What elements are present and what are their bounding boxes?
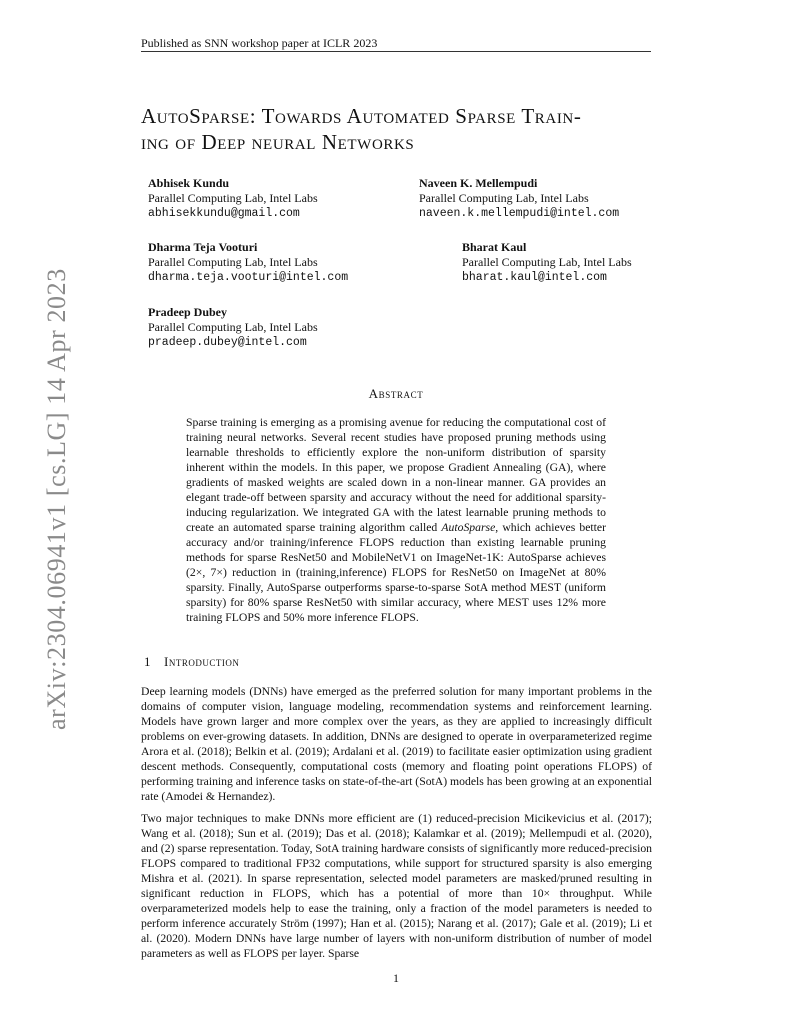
header-rule bbox=[141, 51, 651, 52]
section-heading-introduction bbox=[144, 654, 239, 670]
introduction-body bbox=[141, 684, 652, 968]
author-affiliation: Parallel Computing Lab, Intel Labs bbox=[462, 255, 632, 269]
author-block-5 bbox=[148, 305, 318, 350]
author-affiliation: Parallel Computing Lab, Intel Labs bbox=[148, 191, 318, 205]
author-name: Bharat Kaul bbox=[462, 240, 527, 254]
abstract-text-part-2: , which achieves better accuracy and/or training/inference FLOPS reduction than existing learnable pruning methods for sparse ResNet50 and MobileNetV1 on ImageNet-1K: AutoSparse achieves (2×, 7×) reduction in (training,inference) FLOPS for ResNet50 on ImageNet at 80% sparsity. Finally, AutoSparse outperforms sparse-to-sparse SotA method MEST (uniform sparsity) for 80% sparse ResNet50 with similar accuracy, where MEST uses 12% more training FLOPS and 50% more inference FLOPS. bbox=[186, 521, 606, 624]
autosparse-emphasis: AutoSparse bbox=[441, 521, 496, 534]
section-number: 1 bbox=[144, 654, 151, 669]
author-block-4 bbox=[462, 240, 632, 285]
author-name: Naveen K. Mellempudi bbox=[419, 176, 538, 190]
author-email: dharma.teja.vooturi@intel.com bbox=[148, 271, 349, 284]
abstract-text-part-1: Sparse training is emerging as a promising avenue for reducing the computational cost of training neural networks. Several recent studies have proposed pruning methods using learnable thresholds to efficiently explore the non-uniform distribution of sparsity inherent within the models. In this paper, we propose Gradient Annealing (GA), where gradients of masked weights are scaled down in a non-linear manner. GA provides an elegant trade-off between sparsity and accuracy without the need for additional sparsity-inducing regularization. We integrated GA with the latest learnable pruning methods to create an automated sparse training algorithm called bbox=[186, 416, 606, 534]
author-affiliation: Parallel Computing Lab, Intel Labs bbox=[148, 255, 318, 269]
body-paragraph-2: Two major techniques to make DNNs more efficient are (1) reduced-precision Micikevicius et al. (2017); Wang et al. (2018); Sun et al. (2019); Das et al. (2018); Kalamkar et al. (2019); Mellempudi et al. (2020), and (2) sparse representation. Today, SotA training hardware consists of significantly more reduced-precision FLOPS compared to traditional FP32 computations, while support for structured sparsity is also emerging Mishra et al. (2021). In sparse representation, selected model parameters are masked/pruned resulting in significant reduction in FLOPS, which has a potential of more than 10× throughput. While overparameterized models help to ease the training, only a fraction of the model parameters is needed to perform inference accurately Ström (1997); Han et al. (2015); Narang et al. (2017); Gale et al. (2019); Li et al. (2020). Modern DNNs have large number of layers with non-uniform distribution of number of model parameters as well as FLOPS per layer. Sparse bbox=[141, 812, 653, 960]
running-header: Published as SNN workshop paper at ICLR 2023 bbox=[141, 36, 378, 50]
author-name: Abhisek Kundu bbox=[148, 176, 230, 190]
paper-title-line-2: ing of Deep neural Networks bbox=[141, 130, 415, 154]
author-affiliation: Parallel Computing Lab, Intel Labs bbox=[148, 320, 318, 334]
abstract-heading: Abstract bbox=[368, 386, 424, 401]
author-email: abhisekkundu@gmail.com bbox=[148, 207, 300, 220]
page-number: 1 bbox=[393, 971, 399, 985]
author-email: pradeep.dubey@intel.com bbox=[148, 336, 307, 349]
arxiv-identifier-stamp: arXiv:2304.06941v1 [cs.LG] 14 Apr 2023 bbox=[42, 268, 71, 730]
body-paragraph-1: Deep learning models (DNNs) have emerged as the preferred solution for many important problems in the domains of computer vision, language modeling, recommendation systems and reinforcement learning. Models have grown larger and more complex over the years, as they are applied to increasingly difficult problems on ever-growing datasets. In addition, DNNs are designed to operate in overparameterized regime Arora et al. (2018); Belkin et al. (2019); Ardalani et al. (2019) to facilitate easier optimization using gradient descent methods. Consequently, computational costs (memory and floating point operations FLOPS) of performing training and inference tasks on state-of-the-art (SotA) models has been growing at an exponential rate (Amodei & Hernandez). bbox=[141, 685, 652, 803]
abstract-body bbox=[186, 415, 606, 625]
paper-title-line-1: AutoSparse: Towards Automated Sparse Train- bbox=[141, 104, 582, 128]
author-affiliation: Parallel Computing Lab, Intel Labs bbox=[419, 191, 589, 205]
author-block-2 bbox=[419, 176, 619, 221]
author-name: Pradeep Dubey bbox=[148, 305, 227, 319]
author-name: Dharma Teja Vooturi bbox=[148, 240, 258, 254]
author-email: naveen.k.mellempudi@intel.com bbox=[419, 207, 620, 220]
author-block-1 bbox=[148, 176, 318, 221]
author-email: bharat.kaul@intel.com bbox=[462, 271, 607, 284]
author-block-3 bbox=[148, 240, 348, 285]
section-title: Introduction bbox=[164, 654, 240, 669]
